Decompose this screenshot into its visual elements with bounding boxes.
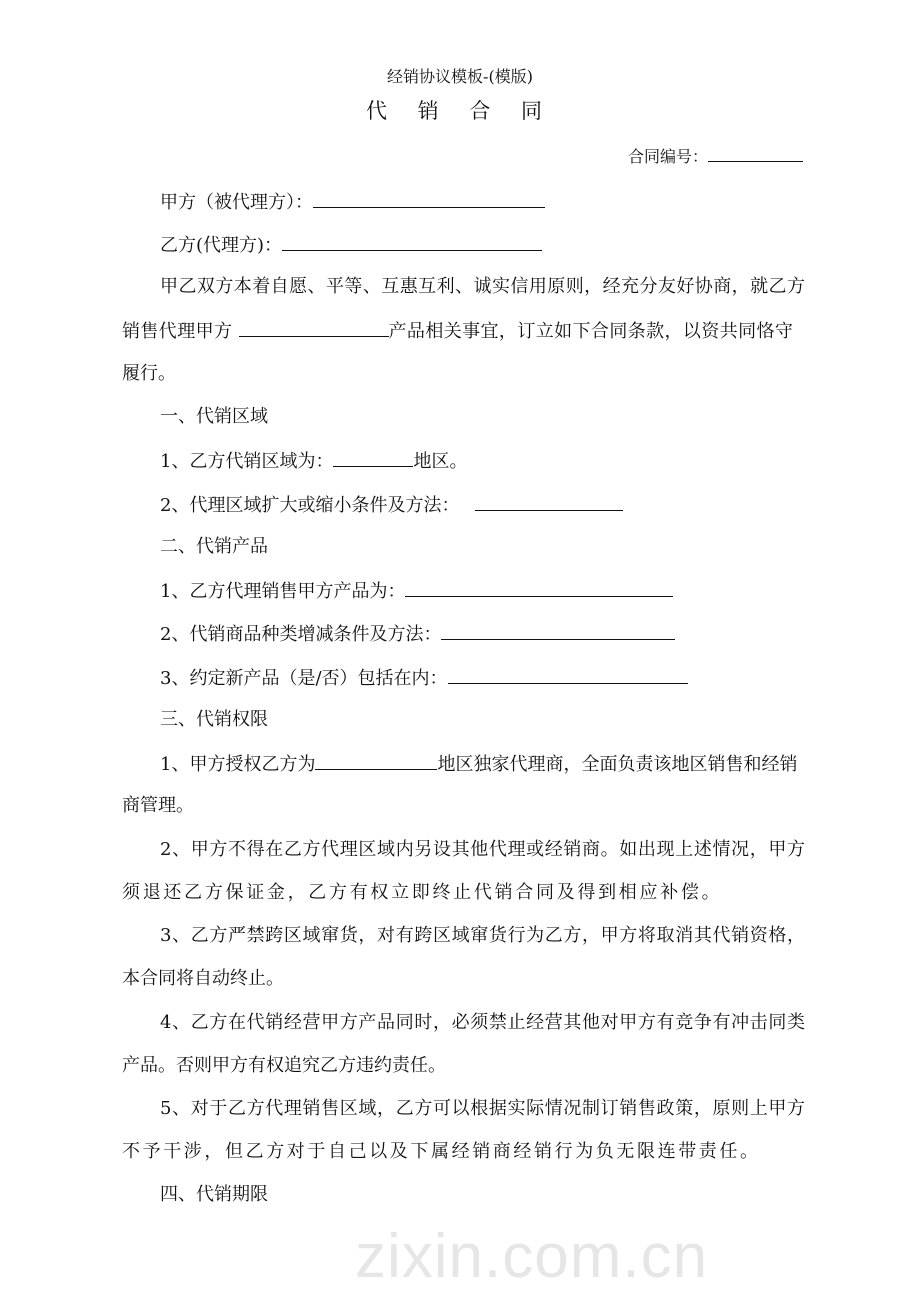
clause-text: 地区。 bbox=[413, 451, 468, 472]
category-change-blank bbox=[441, 621, 675, 640]
party-a-label: 甲方（被代理方）： bbox=[160, 192, 313, 213]
party-a-blank bbox=[313, 189, 545, 208]
exclusive-region-blank bbox=[315, 751, 437, 770]
intro-text: 产品相关事宜，订立如下合同条款，以资共同恪守 bbox=[388, 321, 794, 342]
clause: 不予干涉，但乙方对于自己以及下属经销商经销行为负无限连带责任。 bbox=[122, 1141, 761, 1162]
clause-text: 1、乙方代理销售甲方产品为： bbox=[160, 581, 406, 602]
party-b bbox=[160, 232, 542, 258]
intro-line: 履行。 bbox=[122, 363, 176, 384]
clause bbox=[160, 578, 673, 604]
clause bbox=[160, 621, 675, 647]
clause: 商管理。 bbox=[122, 795, 194, 816]
products-blank bbox=[405, 578, 673, 597]
clause bbox=[160, 492, 623, 518]
party-b-label: 乙方(代理方)： bbox=[160, 235, 283, 256]
contract-number bbox=[628, 143, 803, 169]
clause-text: 2、代销商品种类增减条件及方法： bbox=[160, 624, 442, 645]
clause: 产品。否则甲方有权追究乙方违约责任。 bbox=[122, 1055, 446, 1076]
clause-text: 1、甲方授权乙方为 bbox=[160, 754, 316, 775]
intro-line bbox=[122, 318, 793, 344]
clause-text: 1、乙方代销区域为： bbox=[160, 451, 334, 472]
region-change-blank bbox=[475, 492, 623, 511]
watermark: zixin.com.cn bbox=[355, 1222, 709, 1291]
clause-text: 地区独家代理商，全面负责该地区销售和经销 bbox=[437, 754, 798, 775]
clause-text: 2、代理区域扩大或缩小条件及方法： bbox=[160, 495, 460, 516]
section-heading: 四、代销期限 bbox=[160, 1184, 268, 1205]
section-heading: 一、代销区域 bbox=[160, 406, 268, 427]
product-blank bbox=[239, 318, 389, 337]
clause: 5、对于乙方代理销售区域，乙方可以根据实际情况制订销售政策，原则上甲方 bbox=[160, 1098, 805, 1119]
contract-number-blank bbox=[708, 143, 803, 162]
section-heading: 二、代销产品 bbox=[160, 536, 268, 557]
contract-number-label: 合同编号： bbox=[628, 147, 709, 166]
clause bbox=[160, 751, 797, 777]
clause: 本合同将自动终止。 bbox=[122, 968, 284, 989]
intro-text: 销售代理甲方 bbox=[122, 321, 239, 342]
clause bbox=[160, 448, 467, 474]
clause-text: 3、约定新产品（是/否）包括在内： bbox=[160, 668, 448, 689]
new-product-blank bbox=[448, 665, 688, 684]
region-blank bbox=[333, 448, 413, 467]
section-heading: 三、代销权限 bbox=[160, 709, 268, 730]
clause: 4、乙方在代销经营甲方产品同时，必须禁止经营其他对甲方有竞争有冲击同类 bbox=[160, 1012, 805, 1033]
intro-line: 甲乙双方本着自愿、平等、互惠互利、诚实信用原则，经充分友好协商，就乙方 bbox=[160, 276, 805, 297]
party-a bbox=[160, 189, 545, 215]
party-b-blank bbox=[282, 232, 542, 251]
page-title: 代 销 合 同 bbox=[365, 99, 555, 123]
doc-header: 经销协议模板-(模版) bbox=[387, 67, 533, 86]
clause: 须退还乙方保证金，乙方有权立即终止代销合同及得到相应补偿。 bbox=[122, 882, 723, 903]
clause bbox=[160, 665, 688, 691]
clause: 2、甲方不得在乙方代理区域内另设其他代理或经销商。如出现上述情况，甲方 bbox=[160, 839, 805, 860]
clause: 3、乙方严禁跨区域窜货，对有跨区域窜货行为乙方，甲方将取消其代销资格， bbox=[160, 925, 805, 946]
